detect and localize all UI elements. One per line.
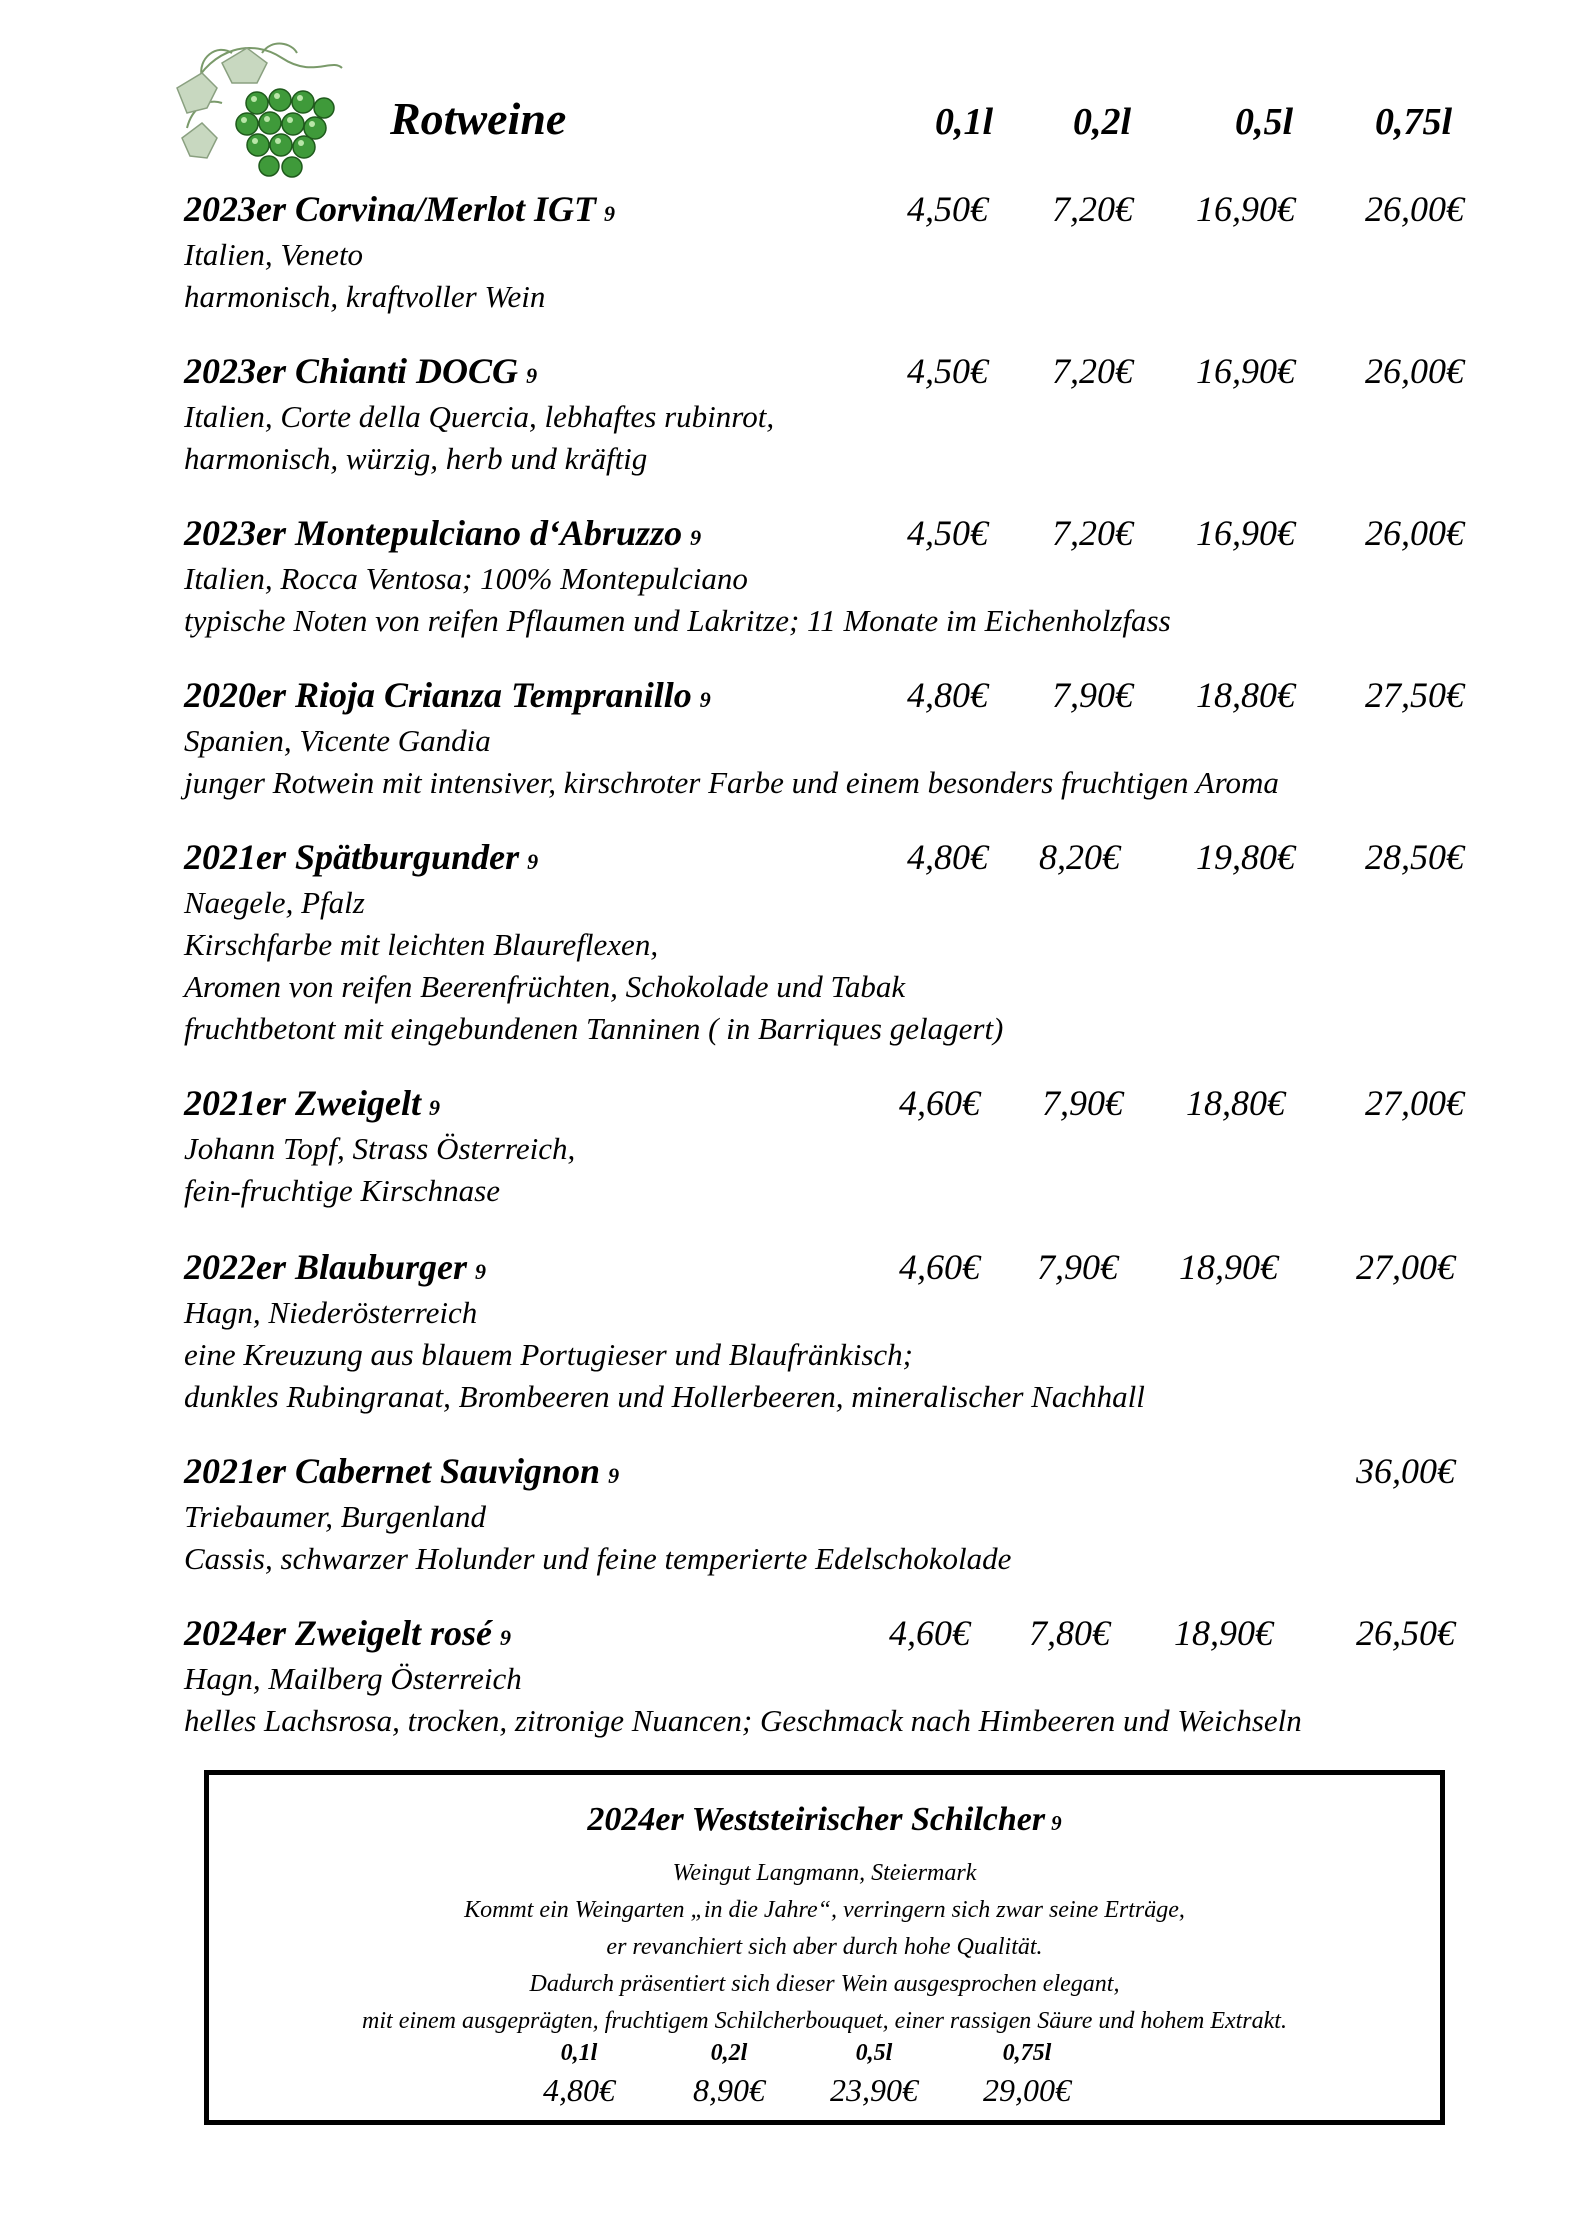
price-0-1: 4,50€: [907, 513, 988, 553]
wine-desc-line: harmonisch, würzig, herb und kräftig: [184, 441, 648, 476]
wine-desc-line: helles Lachsrosa, trocken, zitronige Nuancen; Geschmack nach Himbeeren und Weichseln: [184, 1703, 1302, 1738]
special-price-0-5: 23,90€: [830, 2072, 918, 2108]
wine-desc-line: dunkles Rubingranat, Brombeeren und Hollerbeeren, mineralischer Nachhall: [184, 1379, 1145, 1414]
wine-name: 2020er Rioja Crianza Tempranillo 9: [184, 675, 711, 715]
price-0-5: 18,90€: [1174, 1613, 1273, 1653]
special-desc-line: Weingut Langmann, Steiermark: [672, 1860, 977, 1886]
special-price-0-1: 4,80€: [543, 2072, 615, 2108]
price-0-75: 26,00€: [1365, 189, 1464, 229]
special-desc-line: er revanchiert sich aber durch hohe Qualität.: [606, 1934, 1043, 1960]
price-0-1: 4,80€: [907, 837, 988, 877]
price-0-2: 7,20€: [1052, 189, 1133, 229]
wine-desc-line: Italien, Corte della Quercia, lebhaftes rubinrot,: [184, 399, 775, 434]
special-price-0-2: 8,90€: [693, 2072, 765, 2108]
special-size-0-75: 0,75l: [1002, 2040, 1052, 2066]
wine-desc-line: Aromen von reifen Beerenfrüchten, Schokolade und Tabak: [184, 969, 906, 1004]
price-0-1: 4,80€: [907, 675, 988, 715]
price-0-5: 19,80€: [1196, 837, 1295, 877]
page-title: Rotweine: [390, 93, 567, 144]
wine-desc-line: Italien, Veneto: [184, 237, 364, 272]
wine-name: 2023er Corvina/Merlot IGT 9: [184, 189, 616, 229]
price-0-75: 27,00€: [1356, 1247, 1455, 1287]
price-0-2: 7,20€: [1052, 513, 1133, 553]
wine-desc-line: eine Kreuzung aus blauem Portugieser und Blaufränkisch;: [184, 1337, 913, 1372]
price-0-75: 26,50€: [1356, 1613, 1455, 1653]
price-0-5: 18,80€: [1196, 675, 1295, 715]
wine-name: 2022er Blauburger 9: [184, 1247, 487, 1287]
special-desc-line: Dadurch präsentiert sich dieser Wein ausgesprochen elegant,: [529, 1971, 1120, 1997]
special-size-0-1: 0,1l: [560, 2040, 598, 2066]
price-0-75: 26,00€: [1365, 351, 1464, 391]
wine-desc-line: Cassis, schwarzer Holunder und feine temperierte Edelschokolade: [184, 1541, 1012, 1576]
wine-desc-line: Hagn, Niederösterreich: [184, 1295, 478, 1330]
price-0-2: 7,80€: [1029, 1613, 1110, 1653]
price-0-1: 4,60€: [899, 1083, 980, 1123]
price-0-75: 27,00€: [1365, 1083, 1464, 1123]
special-desc-line: mit einem ausgeprägten, fruchtigem Schilcherbouquet, einer rassigen Säure und hohem Extrakt.: [362, 2008, 1287, 2034]
wine-desc-line: Italien, Rocca Ventosa; 100% Montepulciano: [184, 561, 748, 596]
price-0-5: 16,90€: [1196, 189, 1295, 229]
size-header-0-75: 0,75l: [1375, 101, 1453, 143]
wine-name: 2023er Montepulciano d‘Abruzzo 9: [184, 513, 702, 553]
price-0-2: 7,90€: [1042, 1083, 1123, 1123]
wine-desc-line: typische Noten von reifen Pflaumen und Lakritze; 11 Monate im Eichenholzfass: [184, 603, 1171, 638]
wine-name: 2023er Chianti DOCG 9: [184, 351, 538, 391]
wine-desc-line: fein-fruchtige Kirschnase: [184, 1173, 500, 1208]
size-header-0-1: 0,1l: [935, 101, 994, 143]
wine-desc-line: Triebaumer, Burgenland: [184, 1499, 486, 1534]
grapes-icon: [172, 28, 372, 188]
wine-desc-line: Kirschfarbe mit leichten Blaureflexen,: [184, 927, 659, 962]
special-desc-line: Kommt ein Weingarten „in die Jahre“, verringern sich zwar seine Erträge,: [464, 1897, 1185, 1923]
price-0-1: 4,50€: [907, 351, 988, 391]
price-0-2: 7,20€: [1052, 351, 1133, 391]
price-0-5: 16,90€: [1196, 351, 1295, 391]
wine-name: 2021er Zweigelt 9: [184, 1083, 440, 1123]
price-0-1: 4,50€: [907, 189, 988, 229]
size-header-0-2: 0,2l: [1073, 101, 1132, 143]
wine-desc-line: junger Rotwein mit intensiver, kirschroter Farbe und einem besonders fruchtigen Aroma: [184, 765, 1279, 800]
wine-desc-line: Spanien, Vicente Gandia: [184, 723, 491, 758]
price-0-75: 27,50€: [1365, 675, 1464, 715]
wine-desc-line: fruchtbetont mit eingebundenen Tanninen ( in Barriques gelagert): [184, 1011, 1004, 1046]
price-0-5: 16,90€: [1196, 513, 1295, 553]
wine-name: 2021er Spätburgunder 9: [184, 837, 539, 877]
special-size-0-5: 0,5l: [855, 2040, 893, 2066]
price-0-1: 4,60€: [889, 1613, 970, 1653]
price-0-2: 7,90€: [1037, 1247, 1118, 1287]
special-wine-box: [204, 1770, 1445, 2125]
size-header-0-5: 0,5l: [1235, 101, 1294, 143]
wine-name: 2024er Zweigelt rosé 9: [184, 1613, 511, 1653]
price-0-2: 7,90€: [1052, 675, 1133, 715]
price-0-1: 4,60€: [899, 1247, 980, 1287]
price-0-5: 18,90€: [1179, 1247, 1278, 1287]
price-0-75: 26,00€: [1365, 513, 1464, 553]
special-price-0-75: 29,00€: [983, 2072, 1071, 2108]
wine-desc-line: Hagn, Mailberg Österreich: [184, 1661, 522, 1696]
wine-desc-line: harmonisch, kraftvoller Wein: [184, 279, 546, 314]
wine-desc-line: Naegele, Pfalz: [184, 885, 365, 920]
special-size-0-2: 0,2l: [710, 2040, 748, 2066]
price-0-5: 18,80€: [1186, 1083, 1285, 1123]
wine-name: 2021er Cabernet Sauvignon 9: [184, 1451, 620, 1491]
wine-desc-line: Johann Topf, Strass Österreich,: [184, 1131, 576, 1166]
price-0-75: 28,50€: [1365, 837, 1464, 877]
price-0-2: 8,20€: [1039, 837, 1120, 877]
special-wine-name: 2024er Weststeirischer Schilcher 9: [587, 1801, 1062, 1838]
price-0-75: 36,00€: [1356, 1451, 1455, 1491]
